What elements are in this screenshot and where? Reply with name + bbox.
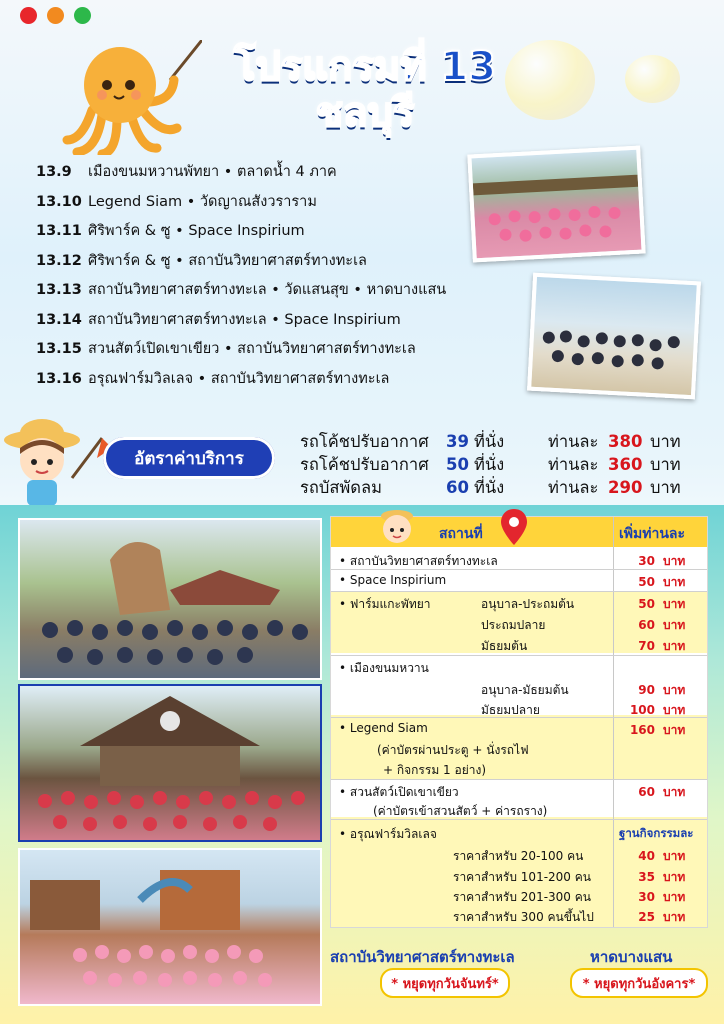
group-photo-2 <box>527 273 701 400</box>
vehicle-type: รถบัสพัดลม <box>300 478 382 497</box>
group-size-price: ราคาสำหรับ 300 คนขึ้นไป <box>453 910 594 924</box>
program-item <box>36 367 446 397</box>
place-price: 60 บาท <box>638 618 686 632</box>
place-name: • สวนสัตว์เปิดเขาเขียว <box>339 785 459 799</box>
program-text: สถาบันวิทยาศาสตร์ทางทะเล • วัดแสนสุข • หาดบางแสน <box>88 282 447 298</box>
seat-unit: ที่นั่ง <box>474 432 505 451</box>
seat-count: 50 <box>446 455 469 474</box>
column-divider <box>613 517 614 927</box>
seat-unit: ที่นั่ง <box>474 455 505 474</box>
currency-unit: บาท <box>650 478 681 497</box>
place-subcategory: มัธยมต้น <box>481 639 528 653</box>
photo-science-institute <box>18 848 322 1006</box>
program-code: 13.13 <box>36 282 82 298</box>
group-size-price: ราคาสำหรับ 201-300 คน <box>453 890 591 904</box>
program-code: 13.9 <box>36 164 72 180</box>
row-divider <box>331 591 707 592</box>
place-price: 25 บาท <box>638 910 686 924</box>
currency-unit: บาท <box>650 455 681 474</box>
seat-count: 60 <box>446 478 469 497</box>
place-price: 50 บาท <box>638 575 686 589</box>
rate-row <box>300 453 681 476</box>
explorer-kid-icon <box>2 418 112 506</box>
window-controls <box>20 7 91 24</box>
group-photo-1 <box>467 146 645 263</box>
place-note: (ค่าบัตรผ่านประตู + นั่งรถไฟ <box>377 743 529 757</box>
rate-price: 290 <box>608 478 643 497</box>
location-pin-icon <box>501 509 527 545</box>
program-code: 13.11 <box>36 223 82 239</box>
row-divider <box>331 819 707 820</box>
place-price: 35 บาท <box>638 870 686 884</box>
octopus-mascot-icon <box>62 40 202 155</box>
row-divider <box>331 569 707 570</box>
rate-list <box>300 430 681 499</box>
place-name: • Legend Siam <box>339 721 428 735</box>
kid-face-icon <box>377 507 417 547</box>
bangsaen-label: หาดบางแสน <box>590 948 673 966</box>
photo-dinosaur-park <box>18 518 322 680</box>
place-subcategory: อนุบาล-ประถมต้น <box>481 597 575 611</box>
place-price: 70 บาท <box>638 639 686 653</box>
place-subcategory: มัธยมปลาย <box>481 703 540 717</box>
place-name: • เมืองขนมหวาน <box>339 661 429 675</box>
place-name: • สถาบันวิทยาศาสตร์ทางทะเล <box>339 554 498 568</box>
program-item <box>36 160 446 190</box>
photo-village-building <box>18 684 322 842</box>
seat-count: 39 <box>446 432 469 451</box>
place-price: 30 บาท <box>638 890 686 904</box>
program-text: เมืองขนมหวานพัทยา • ตลาดน้ำ 4 ภาค <box>88 164 337 180</box>
rate-row <box>300 430 681 453</box>
title-line-2: ชลบุรี <box>315 90 415 136</box>
vehicle-type: รถโค้ชปรับอากาศ <box>300 455 429 474</box>
rate-row <box>300 476 681 499</box>
service-rate-badge: อัตราค่าบริการ <box>103 437 275 479</box>
program-code: 13.15 <box>36 341 82 357</box>
title-line-1: โปรแกรมที่ 13 <box>233 44 497 90</box>
program-item <box>36 219 446 249</box>
table-header <box>331 517 707 547</box>
place-note: (ค่าบัตรเข้าสวนสัตว์ + ค่ารถราง) <box>373 804 548 818</box>
program-item <box>36 249 446 279</box>
per-person-label: ท่านละ <box>548 455 599 474</box>
per-person-label: ท่านละ <box>548 478 599 497</box>
per-person-label: ท่านละ <box>548 432 599 451</box>
place-name: • ฟาร์มแกะพัทยา <box>339 597 431 611</box>
program-text: ศิริพาร์ค & ซู • Space Inspirium <box>88 223 305 239</box>
place-price: 60 บาท <box>638 785 686 799</box>
activity-base-label: ฐานกิจกรรมละ <box>619 826 694 840</box>
row-divider <box>331 717 707 718</box>
program-text: ศิริพาร์ค & ซู • สถาบันวิทยาศาสตร์ทางทะเล <box>88 252 367 269</box>
program-item <box>36 278 446 308</box>
column-header-extra: เพิ่มท่านละ <box>619 526 686 542</box>
currency-unit: บาท <box>650 432 681 451</box>
program-item <box>36 190 446 220</box>
rate-price: 380 <box>608 432 643 451</box>
program-list <box>36 160 446 396</box>
column-header-place: สถานที่ <box>439 526 483 542</box>
program-text: สวนสัตว์เปิดเขาเขียว • สถาบันวิทยาศาสตร์ทางทะเล <box>88 341 416 357</box>
place-price: 90 บาท <box>638 683 686 697</box>
program-text: สถาบันวิทยาศาสตร์ทางทะเล • Space Inspirium <box>88 311 401 328</box>
maximize-dot[interactable] <box>74 7 91 24</box>
seat-unit: ที่นั่ง <box>474 478 505 497</box>
program-text: อรุณฟาร์มวิลเลจ • สถาบันวิทยาศาสตร์ทางทะเล <box>88 370 390 387</box>
vehicle-type: รถโค้ชปรับอากาศ <box>300 432 429 451</box>
program-item <box>36 337 446 367</box>
place-price: 30 บาท <box>638 554 686 568</box>
balloon-decoration <box>625 55 680 103</box>
row-divider <box>331 655 707 656</box>
close-dot[interactable] <box>20 7 37 24</box>
place-note: + กิจกรรม 1 อย่าง) <box>383 763 487 777</box>
sea-institute-closed-badge: * หยุดทุกวันจันทร์* <box>380 968 510 998</box>
program-code: 13.10 <box>36 193 82 210</box>
bangsaen-closed-badge: * หยุดทุกวันอังคาร* <box>570 968 708 998</box>
place-price: 100 บาท <box>629 703 686 717</box>
program-item <box>36 308 446 338</box>
place-price: 50 บาท <box>638 597 686 611</box>
place-name: • Space Inspirium <box>339 573 447 587</box>
place-price: 160 บาท <box>629 723 686 737</box>
sea-institute-label: สถาบันวิทยาศาสตร์ทางทะเล <box>330 948 515 966</box>
group-size-price: ราคาสำหรับ 20-100 คน <box>453 849 584 863</box>
row-divider <box>331 779 707 780</box>
place-price: 40 บาท <box>638 849 686 863</box>
minimize-dot[interactable] <box>47 7 64 24</box>
program-code: 13.16 <box>36 370 82 387</box>
rate-price: 360 <box>608 455 643 474</box>
place-subcategory: ประถมปลาย <box>481 618 546 632</box>
place-subcategory: อนุบาล-มัธยมต้น <box>481 683 569 697</box>
program-code: 13.14 <box>36 311 82 328</box>
page-title <box>200 44 530 136</box>
program-code: 13.12 <box>36 252 82 269</box>
group-size-price: ราคาสำหรับ 101-200 คน <box>453 870 591 884</box>
price-table <box>330 516 708 928</box>
place-name: • อรุณฟาร์มวิลเลจ <box>339 827 437 841</box>
program-text: Legend Siam • วัดญาณสังวราราม <box>88 193 317 210</box>
